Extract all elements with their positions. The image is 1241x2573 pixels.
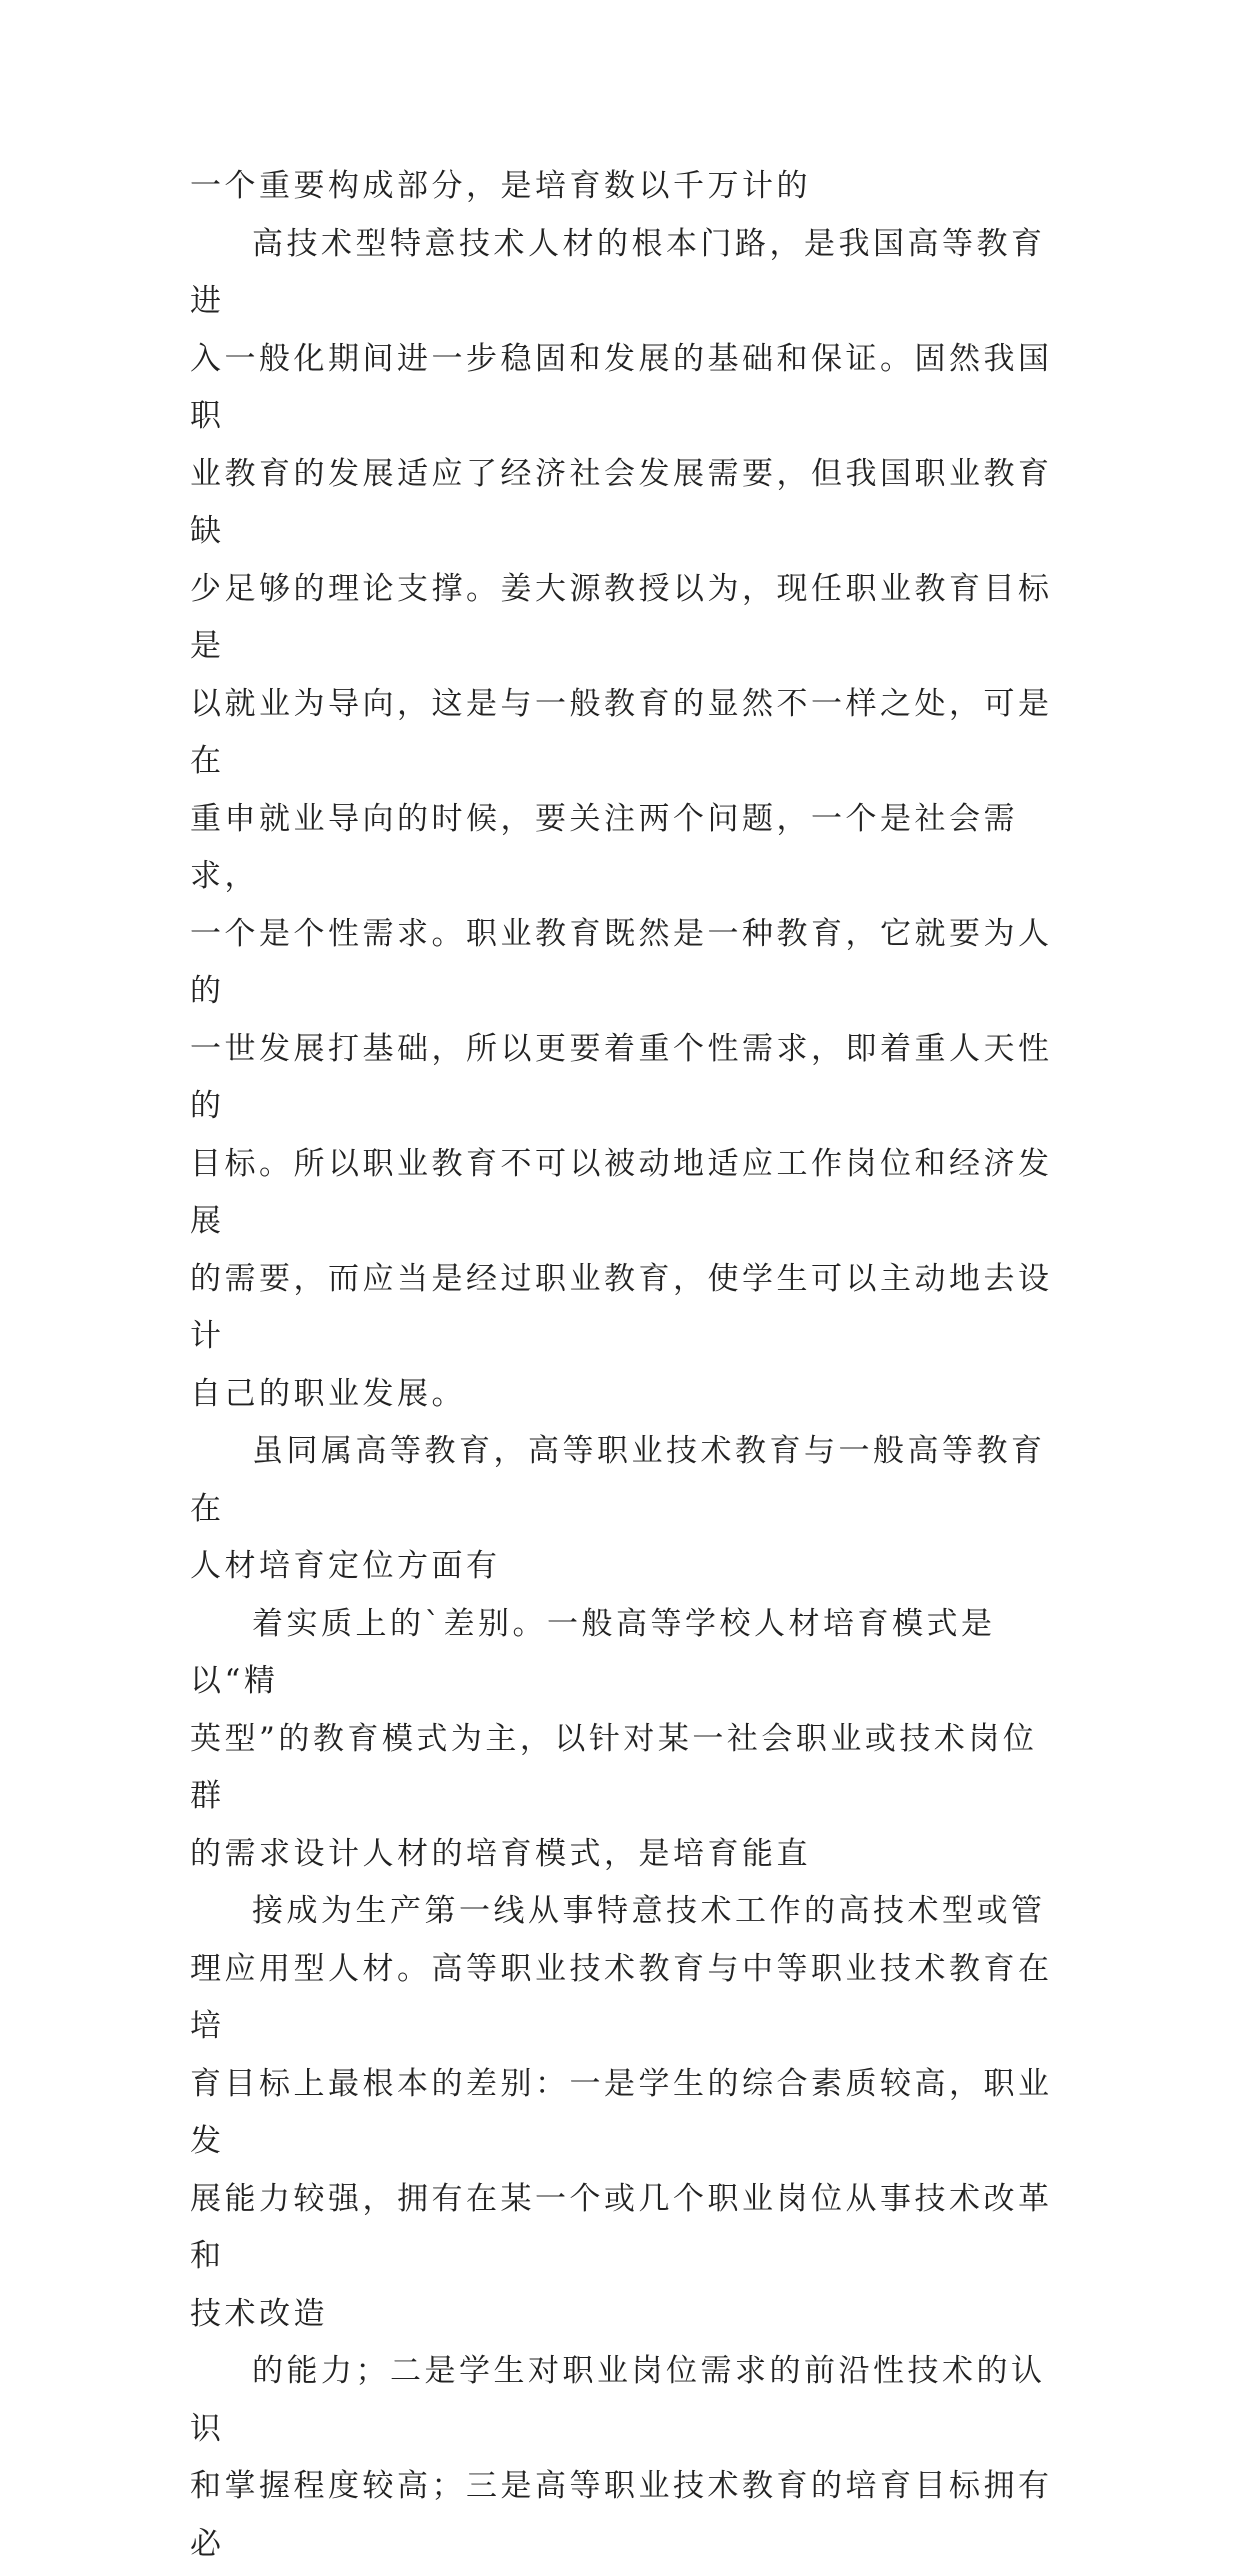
text-line: 一个重要构成部分，是培育数以千万计的 — [190, 168, 811, 204]
text-line: 少足够的理论支撑。姜大源教授以为，现任职业教育目标是 — [190, 570, 1053, 664]
paragraph — [190, 158, 1060, 216]
paragraph — [190, 2343, 1060, 2573]
text-line: 人材培育定位方面有 — [190, 1548, 501, 1584]
paragraph — [190, 1883, 1060, 2343]
text-line: 着实质上的`差别。一般高等学校人材培育模式是以“精 — [190, 1605, 996, 1699]
text-line: 理应用型人材。高等职业技术教育与中等职业技术教育在培 — [190, 1950, 1053, 2044]
text-line: 以就业为导向，这是与一般教育的显然不一样之处，可是在 — [190, 685, 1053, 779]
text-line: 的需求设计人材的培育模式，是培育能直 — [190, 1835, 811, 1872]
paragraph — [190, 1596, 1060, 1884]
text-line: 和掌握程度较高；三是高等职业技术教育的培育目标拥有必 — [190, 2468, 1053, 2562]
text-line: 的能力；二是学生对职业岗位需求的前沿性技术的认识 — [190, 2353, 1046, 2447]
text-line: 英型”的教育模式为主，以针对某一社会职业或技术岗位群 — [190, 1720, 1038, 1814]
paragraph — [190, 1423, 1060, 1596]
text-line: 展能力较强，拥有在某一个或几个职业岗位从事技术改革和 — [190, 2180, 1053, 2274]
text-line: 业教育的发展适应了经济社会发展需要，但我国职业教育缺 — [190, 455, 1053, 549]
text-line: 技术改造 — [190, 2295, 328, 2332]
paragraph — [190, 216, 1060, 1424]
text-line: 自己的职业发展。 — [190, 1375, 466, 1412]
text-line: 的需要，而应当是经过职业教育，使学生可以主动地去设计 — [190, 1260, 1053, 1354]
text-line: 目标。所以职业教育不可以被动地适应工作岗位和经济发展 — [190, 1145, 1053, 1239]
text-line: 入一般化期间进一步稳固和发展的基础和保证。固然我国职 — [190, 340, 1053, 434]
text-line: 高技术型特意技术人材的根本门路，是我国高等教育进 — [190, 225, 1046, 319]
text-line: 重申就业导向的时候，要关注两个问题，一个是社会需求， — [190, 800, 1018, 894]
text-line: 一世发展打基础，所以更要着重个性需求，即着重人天性的 — [190, 1030, 1053, 1124]
text-line: 育目标上最根本的差别：一是学生的综合素质较高，职业发 — [190, 2065, 1053, 2159]
text-line: 虽同属高等教育，高等职业技术教育与一般高等教育在 — [190, 1433, 1046, 1527]
text-line: 一个是个性需求。职业教育既然是一种教育，它就要为人的 — [190, 915, 1053, 1009]
body-text — [190, 158, 1060, 2573]
text-line: 接成为生产第一线从事特意技术工作的高技术型或管 — [252, 1893, 1046, 1929]
